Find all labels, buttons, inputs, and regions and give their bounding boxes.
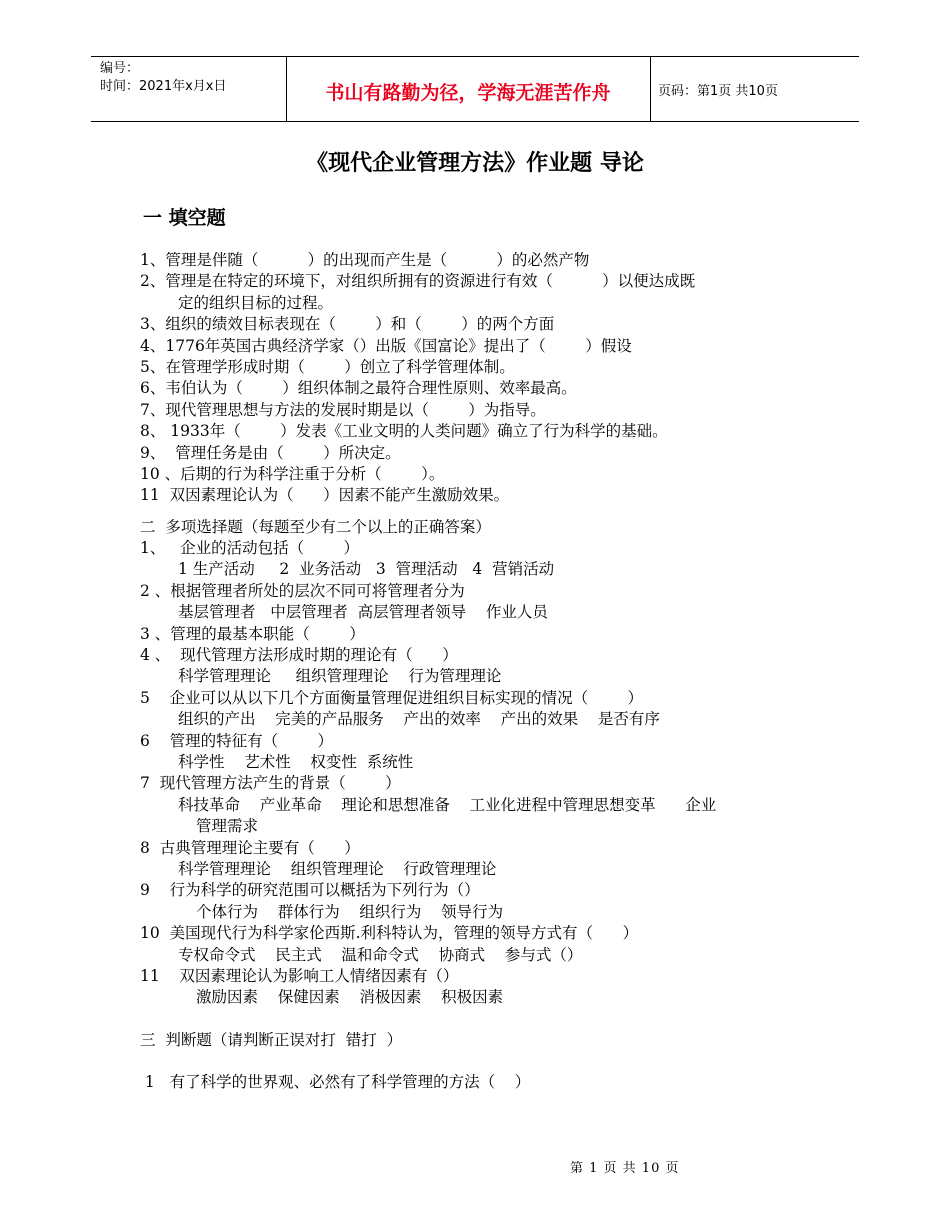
multi-choice-list xyxy=(140,538,820,1009)
document-title: 《现代企业管理方法》作业题 导论 xyxy=(306,151,644,176)
multi-choice-question: 4 、 现代管理方法形成时期的理论有（ ） xyxy=(140,646,458,665)
section-judgement-title: 三 判断题（请判断正误对打 错打 ） xyxy=(140,1030,403,1049)
multi-choice-question: 7 现代管理方法产生的背景（ ） xyxy=(140,774,401,793)
multi-choice-question: 3 、管理的最基本职能（ ） xyxy=(140,624,365,643)
header-motto: 书山有路勤为径，学海无涯苦作舟 xyxy=(325,82,611,104)
fill-blank-item: 4、1776年英国古典经济学家（）出版《国富论》提出了（ ）假设 xyxy=(140,336,632,355)
spacer xyxy=(140,507,820,517)
fill-blank-item: 8、 1933年（ ）发表《工业文明的人类问题》确立了行为科学的基础。 xyxy=(140,422,668,441)
page-footer: 第 1 页 共 10 页 xyxy=(570,1161,680,1176)
fill-blank-item: 10 、后期的行为科学注重于分析（ ）。 xyxy=(140,464,445,483)
section-multi-choice-title: 二 多项选择题（每题至少有二个以上的正确答案） xyxy=(140,517,491,536)
fill-blank-list xyxy=(140,250,820,507)
fill-blank-item: 定的组织目标的过程。 xyxy=(178,293,334,312)
fill-blank-item: 3、组织的绩效目标表现在（ ）和（ ）的两个方面 xyxy=(140,315,555,334)
multi-choice-options: 1 生产活动 2 业务活动 3 管理活动 4 营销活动 xyxy=(178,560,555,579)
header-page-info: 页码：第1页 共10页 xyxy=(658,84,778,99)
multi-choice-question: 1、 企业的活动包括（ ） xyxy=(140,539,360,558)
fill-blank-item: 1、管理是伴随（ ）的出现而产生是（ ）的必然产物 xyxy=(140,251,590,269)
multi-choice-options: 科技革命 产业革命 理论和思想准备 工业化进程中管理思想变革 企业 xyxy=(178,795,717,814)
multi-choice-options-continued: 管理需求 xyxy=(196,817,259,836)
spacer xyxy=(140,1051,820,1072)
header-bottom-rule xyxy=(91,121,859,122)
fill-blank-item: 7、现代管理思想与方法的发展时期是以（ ）为指导。 xyxy=(140,400,546,419)
fill-blank-item: 5、在管理学形成时期（ ）创立了科学管理体制。 xyxy=(140,357,515,376)
multi-choice-options: 科学管理理论 组织管理理论 行为管理理论 xyxy=(178,667,502,686)
multi-choice-options: 专权命令式 民主式 温和命令式 协商式 参与式（） xyxy=(178,945,583,964)
time-label: 时间：2021年x月x日 xyxy=(100,79,227,94)
section-fill-blank-title: 一 填空题 xyxy=(143,207,226,229)
header-divider-right xyxy=(650,56,651,121)
fill-blank-item: 9、 管理任务是由（ ）所决定。 xyxy=(140,443,401,462)
multi-choice-options: 激励因素 保健因素 消极因素 积极因素 xyxy=(196,988,504,1007)
multi-choice-question: 6 管理的特征有（ ） xyxy=(140,731,333,750)
judgement-item: 1 有了科学的世界观、必然有了科学管理的方法（ ） xyxy=(140,1073,531,1092)
multi-choice-question: 10 美国现代行为科学家伦西斯.利科特认为，管理的领导方式有（ ） xyxy=(140,924,639,943)
fill-blank-item: 11 双因素理论认为（ ）因素不能产生激励效果。 xyxy=(140,486,510,505)
fill-blank-item: 6、韦伯认为（ ）组织体制之最符合理性原则、效率最高。 xyxy=(140,379,577,398)
multi-choice-question: 2 、根据管理者所处的层次不同可将管理者分为 xyxy=(140,581,465,600)
multi-choice-question: 5 企业可以从以下几个方面衡量管理促进组织目标实现的情况（ ） xyxy=(140,688,643,707)
multi-choice-options: 组织的产出 完美的产品服务 产出的效率 产出的效果 是否有序 xyxy=(178,710,660,729)
multi-choice-options: 科学管理理论 组织管理理论 行政管理理论 xyxy=(178,859,497,878)
fill-blank-item: 2、管理是在特定的环境下，对组织所拥有的资源进行有效（ ）以便达成既 xyxy=(140,272,696,291)
judgement-list xyxy=(140,1072,820,1093)
multi-choice-options: 基层管理者 中层管理者 高层管理者领导 作业人员 xyxy=(178,603,548,622)
multi-choice-question: 9 行为科学的研究范围可以概括为下列行为（） xyxy=(140,881,480,900)
header-top-rule xyxy=(91,56,859,57)
multi-choice-options: 个体行为 群体行为 组织行为 领导行为 xyxy=(196,902,504,921)
multi-choice-question: 11 双因素理论认为影响工人情绪因素有（） xyxy=(140,966,459,985)
multi-choice-question: 8 古典管理理论主要有（ ） xyxy=(140,838,360,857)
multi-choice-options: 科学性 艺术性 权变性 系统性 xyxy=(178,752,414,771)
number-label: 编号： xyxy=(100,61,140,76)
document-body xyxy=(140,250,820,1093)
header-meta xyxy=(100,60,226,96)
spacer xyxy=(140,1009,820,1030)
